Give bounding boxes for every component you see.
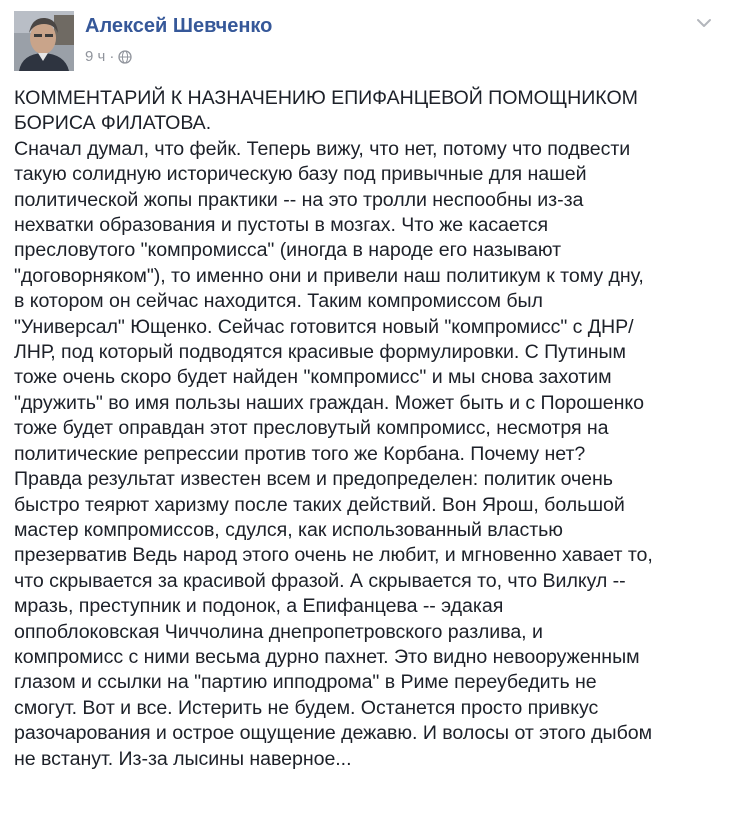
post-text-line: такую солидную историческую базу под привычные для нашей [14, 163, 587, 186]
avatar-photo [14, 11, 74, 71]
post-text-line: компромисс с ними весьма дурно пахнет. Это видно невооруженным [14, 645, 640, 668]
post-text-line: БОРИСА ФИЛАТОВА. [14, 112, 212, 135]
post-text-line: мастер компромиссов, сдулся, как использованный властью [14, 518, 563, 541]
post-text-line: разочарования и острое ощущение дежавю. И волосы от этого дыбом [14, 722, 653, 745]
post-text-line: политической жопы практики -- на это тролли неспообны из-за [14, 188, 584, 211]
post-text-line: не встанут. Из-за лысины наверное... [14, 747, 352, 770]
post-time[interactable]: 9 ч [85, 48, 106, 65]
post-text-line: оппоблоковская Чиччолина днепропетровского разлива, и [14, 620, 543, 643]
post-text-line: тоже будет оправдан этот пресловутый компромисс, несмотря на [14, 417, 609, 440]
post-text-line: быстро теярют харизму после таких действий. Вон Ярош, большой [14, 493, 625, 516]
post-text-line: Сначал думал, что фейк. Теперь вижу, что нет, потому что подвести [14, 137, 631, 160]
post-text-line: ЛНР, под который подводятся красивые формулировки. С Путиным [14, 341, 626, 364]
post-text-line: смогут. Вот и все. Истерить не будем. Останется просто привкус [14, 696, 599, 719]
globe-icon[interactable] [118, 50, 132, 64]
post-text-line: КОММЕНТАРИЙ К НАЗНАЧЕНИЮ ЕПИФАНЦЕВОЙ ПОМОЩНИКОМ [14, 87, 638, 109]
post-text-line: что скрывается за красивой фразой. А скрывается то, что Вилкул -- [14, 569, 626, 592]
chevron-down-icon[interactable] [693, 12, 715, 34]
post-text-line: тоже очень скоро будет найден "компромисс" и мы снова захотим [14, 366, 612, 389]
author-name[interactable]: Алексей Шевченко [85, 15, 273, 37]
avatar[interactable] [14, 11, 74, 71]
post-text-line: "договорняком"), то именно они и привели наш политикум к тому дну, [14, 264, 644, 287]
post-text-line: глазом и ссылки на "партию ипподрома" в Риме переубедить не [14, 671, 597, 694]
post-text [14, 86, 722, 772]
post-text-line: нехватки образования и пустоты в мозгах. Что же касается [14, 214, 549, 237]
post-text-line: политические репрессии против того же Корбана. Почему нет? [14, 442, 586, 465]
post-header [14, 10, 715, 74]
post-meta [85, 48, 132, 65]
meta-separator: · [109, 48, 115, 65]
post-text-line: пресловутого "компромисса" (иногда в народе его называют [14, 239, 562, 262]
post-text-line: в котором он сейчас находится. Таким компромиссом был [14, 290, 543, 313]
post-text-line: Правда результат известен всем и предопределен: политик очень [14, 468, 613, 491]
post-text-line: "Универсал" Ющенко. Сейчас готовится новый "компромисс" с ДНР/ [14, 315, 634, 338]
post-text-line: мразь, преступник и подонок, а Епифанцева -- эдакая [14, 595, 504, 618]
post-text-line: презерватив Ведь народ этого очень не любит, и мгновенно хавает то, [14, 544, 653, 567]
post-text-line: "дружить" во имя пользы наших граждан. Может быть и с Порошенко [14, 391, 644, 414]
